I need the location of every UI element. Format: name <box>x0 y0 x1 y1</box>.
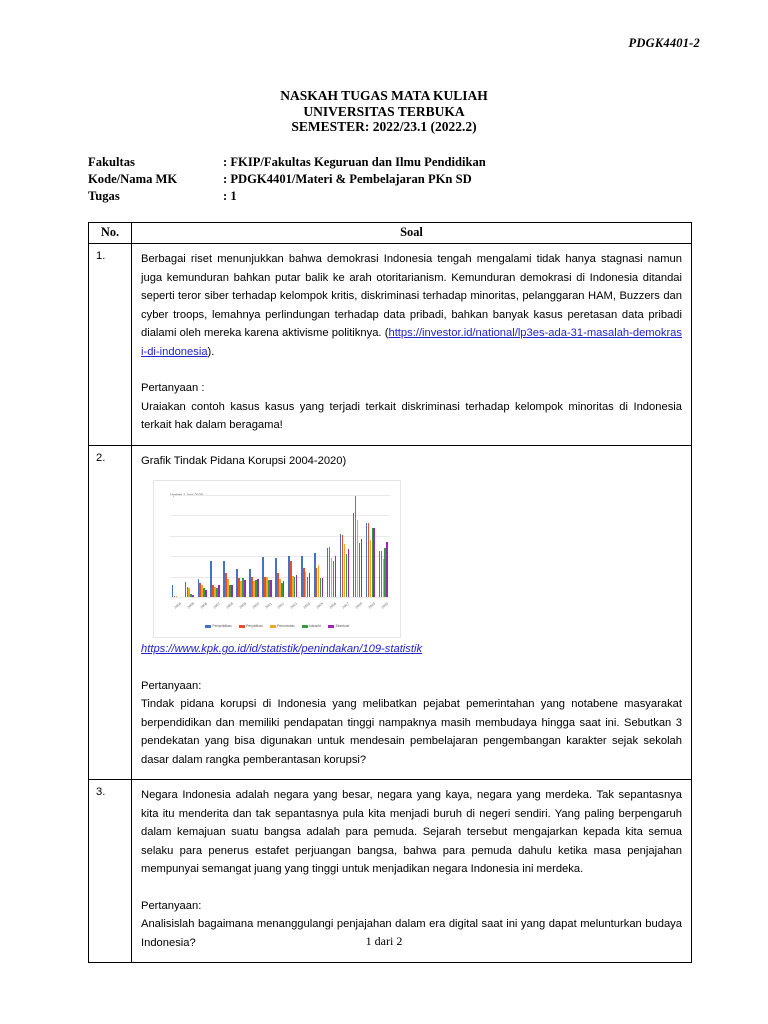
table-row <box>89 445 692 780</box>
chart-bar <box>335 556 337 597</box>
table-row <box>89 244 692 446</box>
chart-legend-item <box>302 617 322 636</box>
chart-legend-label: Inkracht <box>309 624 322 628</box>
chart-bar-group <box>286 495 299 597</box>
question-1-prompt-text: Uraiakan contoh kasus kasus yang terjadi terkait diskriminasi terhadap kelompok minoritas di Indonesia terkait hak dalam beragama! <box>141 400 682 431</box>
chart-bar <box>218 585 220 597</box>
question-cell-2 <box>132 445 692 780</box>
chart-bar-group <box>351 495 364 597</box>
chart-caption: Grafik Tindak Pidana Korupsi 2004-2020) <box>141 454 347 467</box>
chart-x-tick-label: 2019 <box>367 601 376 610</box>
chart-bar-group <box>196 495 209 597</box>
chart-legend-item <box>328 617 349 636</box>
chart-x-tick-label: 2016 <box>328 601 338 610</box>
chart-x-tick-label: 2006 <box>199 601 208 610</box>
title-line-2: UNIVERSITAS TERBUKA <box>303 103 465 119</box>
row-number-2: 2. <box>89 445 132 780</box>
chart-bar-group <box>312 495 325 597</box>
question-cell-1 <box>132 244 692 446</box>
meta-value-fakultas: : FKIP/Fakultas Keguruan dan Ilmu Pendidikan <box>223 155 486 169</box>
chart-bar <box>244 580 246 597</box>
meta-label-kode-nama-mk: Kode/Nama MK <box>88 172 178 186</box>
chart-bar <box>309 573 311 597</box>
chart-legend-swatch <box>205 625 211 628</box>
chart-bar <box>231 585 233 597</box>
chart-legend-swatch <box>270 625 276 628</box>
chart-bar-group <box>261 495 274 597</box>
chart-legend-label: Penyidikan <box>246 624 263 628</box>
meta-label-fakultas: Fakultas <box>88 155 135 169</box>
chart-bar-group <box>377 495 390 597</box>
chart-legend-swatch <box>239 625 245 628</box>
chart-legend-label: Eksekusi <box>335 624 350 628</box>
chart-bar-group <box>222 495 235 597</box>
chart-legend-label: Penyelidikan <box>212 624 232 628</box>
question-3-prompt-label: Pertanyaan: <box>141 899 202 912</box>
chart-bar-group <box>209 495 222 597</box>
question-1-paragraph <box>141 250 682 361</box>
chart-x-tick-label: 2009 <box>238 601 247 610</box>
chart-bar-group <box>170 495 183 597</box>
chart-x-tick-label: 2005 <box>186 601 195 610</box>
chart-bar <box>373 528 375 597</box>
question-2-prompt-text: Tindak pidana korupsi di Indonesia yang melibatkan pejabat pemerintahan yang notabene masyarakat berpendidikan dan memiliki pendapatan tinggi nampaknya masih membudaya hingga saat ini. Sebutkan 3 pendekatan yang bisa digunakan untuk mendesain pembelajaran pengembangan karakter sejak sekolah dasar dalam rangka pemberantasan korupsi? <box>141 698 682 766</box>
chart-bar-group <box>274 495 287 597</box>
chart-plot-area <box>170 495 390 597</box>
chart-bar-group <box>183 495 196 597</box>
title-line-3: SEMESTER: 2022/23.1 (2022.2) <box>291 119 477 134</box>
chart-bar <box>205 590 207 597</box>
document-title <box>0 88 768 135</box>
row-number-3: 3. <box>89 780 132 963</box>
chart-bar <box>386 542 388 597</box>
chart-x-tick-label: 2020 <box>380 601 389 610</box>
chart-bar-group <box>299 495 312 597</box>
chart-x-tick-label: 2007 <box>212 601 221 610</box>
document-code-header: PDGK4401-2 <box>628 36 700 50</box>
chart-legend-item <box>270 617 295 636</box>
chart-x-tick-label: 2012 <box>276 601 286 610</box>
course-meta-block <box>88 154 486 205</box>
chart-bar-group <box>248 495 261 597</box>
chart-x-tick-label: 2015 <box>315 601 325 610</box>
chart-legend-item <box>239 617 263 636</box>
meta-label-tugas: Tugas <box>88 189 120 203</box>
chart-bar <box>361 539 363 597</box>
meta-row-fakultas <box>88 154 486 171</box>
chart-legend <box>154 617 400 636</box>
chart-x-tick-label: 2008 <box>225 601 234 610</box>
question-3-prompt-text: Analisislah bagaimana menanggulangi penjajahan dalam era digital saat ini yang dapat melunturkan budaya Indonesia? <box>141 918 682 949</box>
meta-row-tugas <box>88 188 486 205</box>
chart-x-tick-label: 2017 <box>341 601 351 610</box>
chart-x-axis <box>170 597 390 611</box>
chart-bar-group <box>325 495 338 597</box>
chart-legend-swatch <box>302 625 308 628</box>
question-1-prompt-label: Pertanyaan : <box>141 382 205 394</box>
chart-bar-groups <box>170 495 390 597</box>
chart-legend-item <box>205 617 232 636</box>
chart-bar-group <box>235 495 248 597</box>
chart-bar <box>257 579 259 597</box>
question-1-text-before-link: Berbagai riset menunjukkan bahwa demokrasi Indonesia tengah mengalami tidak hanya stagnasi namun juga kemunduran bahkan putar balik ke arah otoritarianism. Kemunduran demokrasi di Indonesia ditandai seperti teror siber terhadap kelompok kritis, diskriminasi terhadap minoritas, pelanggaran HAM, Buzzers dan cyber troops, lemahnya perlindungan terhadap data pribadi, bahkan banyak kasus peretasan data pribadi dialami oleh mereka karena aktivisme politiknya. ( <box>141 253 682 339</box>
title-line-1: NASKAH TUGAS MATA KULIAH <box>280 88 488 103</box>
chart-x-tick-label: 2011 <box>264 601 273 610</box>
chart-x-tick-label: 2014 <box>302 601 312 610</box>
chart-legend-swatch <box>328 625 334 628</box>
kpk-source-link[interactable]: https://www.kpk.go.id/id/statistik/penindakan/109-statistik <box>141 643 423 655</box>
chart-bar <box>322 578 324 597</box>
chart-bar-group <box>364 495 377 597</box>
meta-value-tugas: : 1 <box>223 189 237 203</box>
chart-x-tick-label: 2013 <box>289 601 299 610</box>
chart-x-tick-label: 2018 <box>354 601 364 610</box>
meta-value-kode-nama-mk: : PDGK4401/Materi & Pembelajaran PKn SD <box>223 172 472 186</box>
chart-legend-label: Penuntutan <box>277 624 295 628</box>
questions-table <box>88 222 692 963</box>
spacer <box>141 361 682 379</box>
column-header-soal: Soal <box>132 223 692 244</box>
spacer <box>141 659 682 677</box>
page-footer: 1 dari 2 <box>365 934 403 948</box>
question-2-prompt-label: Pertanyaan: <box>141 679 202 692</box>
question-1-text-after-link: ). <box>207 345 215 358</box>
question-3-text: Negara Indonesia adalah negara yang besar, negara yang kaya, negara yang merdeka. Tak sepantasnya kita itu menderita dan tak sepantasnya pula kita menjadi buruh di negeri sendiri. Yang paling berpengaruh dalam kemajuan suatu bangsa adalah para pemuda. Sejarah tersebut mengajarkan kepada kita semua selaku para penerus estafet perjuangan bangsa, bahwa para pemuda dahulu ketika masa penjajahan mempunyai semangat juang yang tinggi untuk menjadikan negara Indonesia ini merdeka. <box>141 789 682 875</box>
investor-id-link[interactable]: https://investor.id/national/lp3es-ada-31-masalah-demokrasi-di-indonesia <box>141 327 682 358</box>
chart-bar <box>270 580 272 597</box>
column-header-no: No. <box>89 223 132 244</box>
meta-row-kode-nama-mk <box>88 171 486 188</box>
chart-bar-group <box>338 495 351 597</box>
chart-x-tick-label: 2004 <box>173 601 182 610</box>
corruption-statistics-chart <box>153 480 401 638</box>
chart-bar <box>296 575 298 597</box>
table-header-row <box>89 223 692 244</box>
chart-bar <box>348 549 350 597</box>
chart-x-tick-label: 2010 <box>251 601 260 610</box>
spacer <box>141 879 682 897</box>
chart-bar <box>283 581 285 597</box>
row-number-1: 1. <box>89 244 132 446</box>
